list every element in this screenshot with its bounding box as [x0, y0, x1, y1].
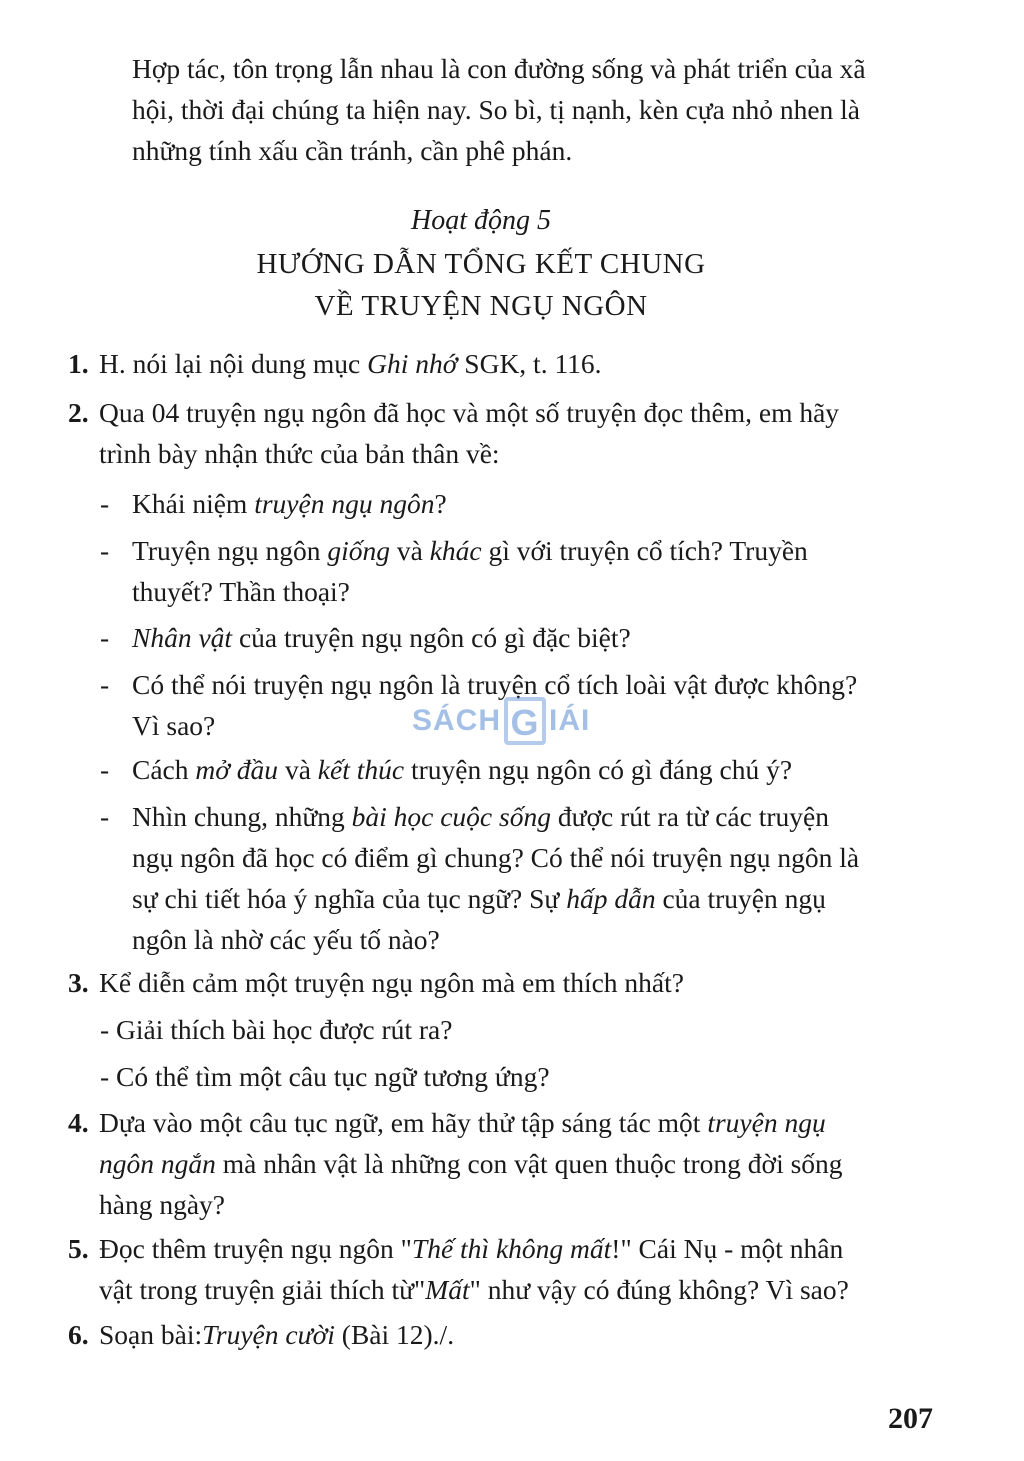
item-number: 3. — [68, 967, 89, 998]
sub-question: - Giải thích bài học được rút ra? — [100, 1014, 453, 1045]
item-number: 6. — [68, 1319, 89, 1350]
intro-line: hội, thời đại chúng ta hiện nay. So bì, tị nạnh, kèn cựa nhỏ nhen là — [132, 94, 860, 125]
item-text: Qua 04 truyện ngụ ngôn đã học và một số truyện đọc thêm, em hãy trình bày nhận thức của bản thân về: — [99, 397, 840, 469]
item-number: 2. — [68, 397, 89, 428]
intro-paragraph — [132, 48, 937, 171]
bullet-dash: - — [100, 801, 110, 832]
item-text: H. nói lại nội dung mục Ghi nhớ SGK, t. 116. — [99, 348, 602, 379]
question-item-2 — [68, 392, 938, 472]
item-text: Kể diễn cảm một truyện ngụ ngôn mà em thích nhất? — [99, 967, 684, 998]
watermark-logo: SÁCH G IÁI — [412, 696, 590, 746]
item-text: Soạn bài:Truyện cười (Bài 12)./. — [99, 1319, 455, 1350]
bullet-dash: - — [100, 622, 110, 653]
section-title-line-2: VỀ TRUYỆN NGỤ NGÔN — [314, 290, 648, 322]
activity-heading: Hoạt động 5 — [411, 205, 551, 236]
page-number: 207 — [888, 1402, 933, 1435]
item-number: 1. — [68, 348, 89, 379]
bullet-dash: - — [100, 669, 110, 700]
item-number: 5. — [68, 1233, 89, 1264]
textbook-page: Hợp tác, tôn trọng lẫn nhau là con đường sống và phát triển của xã hội, thời đại chúng ta hiện nay. So bì, tị nạnh, kèn cựa nhỏ nhen là những tính xấu cần tránh, cần phê phán. Hoạt động 5 HƯỚNG DẪN TỔNG KẾT CHUNG VỀ TRUYỆN NGỤ NGÔN 1. H. nói lại nội dung mục Ghi nhớ SGK, t. 116. 2. Qua 04 truyện ngụ ngôn đã học và một số truyện đọc thêm, em hãy trình bày nhận thức của bản thân về: - Khái niệm truyện ngụ ngôn? - Truyện ngụ ngôn giống và khác gì với truyện cổ tích? Truyền thuyết? Thần thoại? - Nhân vật của truyện ngụ ngôn có gì đặc biệt? - Có thể nói truyện ngụ ngôn là truyện cổ tích loài vật được không? Vì sao? - Cách mở đầu và kết thúc truyện ngụ ngôn có gì đáng chú ý? - Nhìn chung, những bài học cuộc sống được rút ra từ các truyện ngụ ngôn đã học có điểm gì chung? Có thể nói truyện ngụ ngôn là sự chi tiết hóa ý nghĩa của tục ngữ? Sự hấp dẫn của truyện ngụ ngôn là nhờ các yếu tố nào? 3. Kể diễn cảm một truyện ngụ ngôn mà em thích nhất? - Giải thích bài học được rút ra? - Có thể tìm một câu tục ngữ tương ứng? 4. Dựa vào một câu tục ngữ, em hãy thử tập sáng tác một truyện ngụ ngôn ngắn mà nhân vật là những con vật quen thuộc trong đời sống hàng ngày? 5. Đọc thêm truyện ngụ ngôn "Thế thì không mất!" Cái Nụ - một nhân vật trong truyện giải thích từ"Mất" như vậy có đúng không? Vì sao? 6. Soạn bài:Truyện cười (Bài 12)./. SÁCH G IÁI 207 — [0, 0, 1024, 1461]
section-title-line-1: HƯỚNG DẪN TỔNG KẾT CHUNG — [256, 248, 706, 280]
bullet-dash: - — [100, 754, 110, 785]
item-number: 4. — [68, 1107, 89, 1138]
bullet-dash: - — [100, 535, 110, 566]
item-text: Đọc thêm truyện ngụ ngôn "Thế thì không mất!" Cái Nụ - một nhân vật trong truyện giải thích từ"Mất" như vậy có đúng không? Vì sao? — [99, 1233, 849, 1305]
intro-line: những tính xấu cần tránh, cần phê phán. — [132, 135, 573, 166]
intro-line: Hợp tác, tôn trọng lẫn nhau là con đường sống và phát triển của xã — [132, 53, 866, 84]
bullet-dash: - — [100, 488, 110, 519]
item-text: Dựa vào một câu tục ngữ, em hãy thử tập sáng tác một truyện ngụ ngôn ngắn mà nhân vật là những con vật quen thuộc trong đời sống hàng ngày? — [99, 1107, 843, 1220]
sub-question: - Có thể tìm một câu tục ngữ tương ứng? — [100, 1061, 550, 1092]
watermark-g-icon: G — [504, 697, 546, 745]
